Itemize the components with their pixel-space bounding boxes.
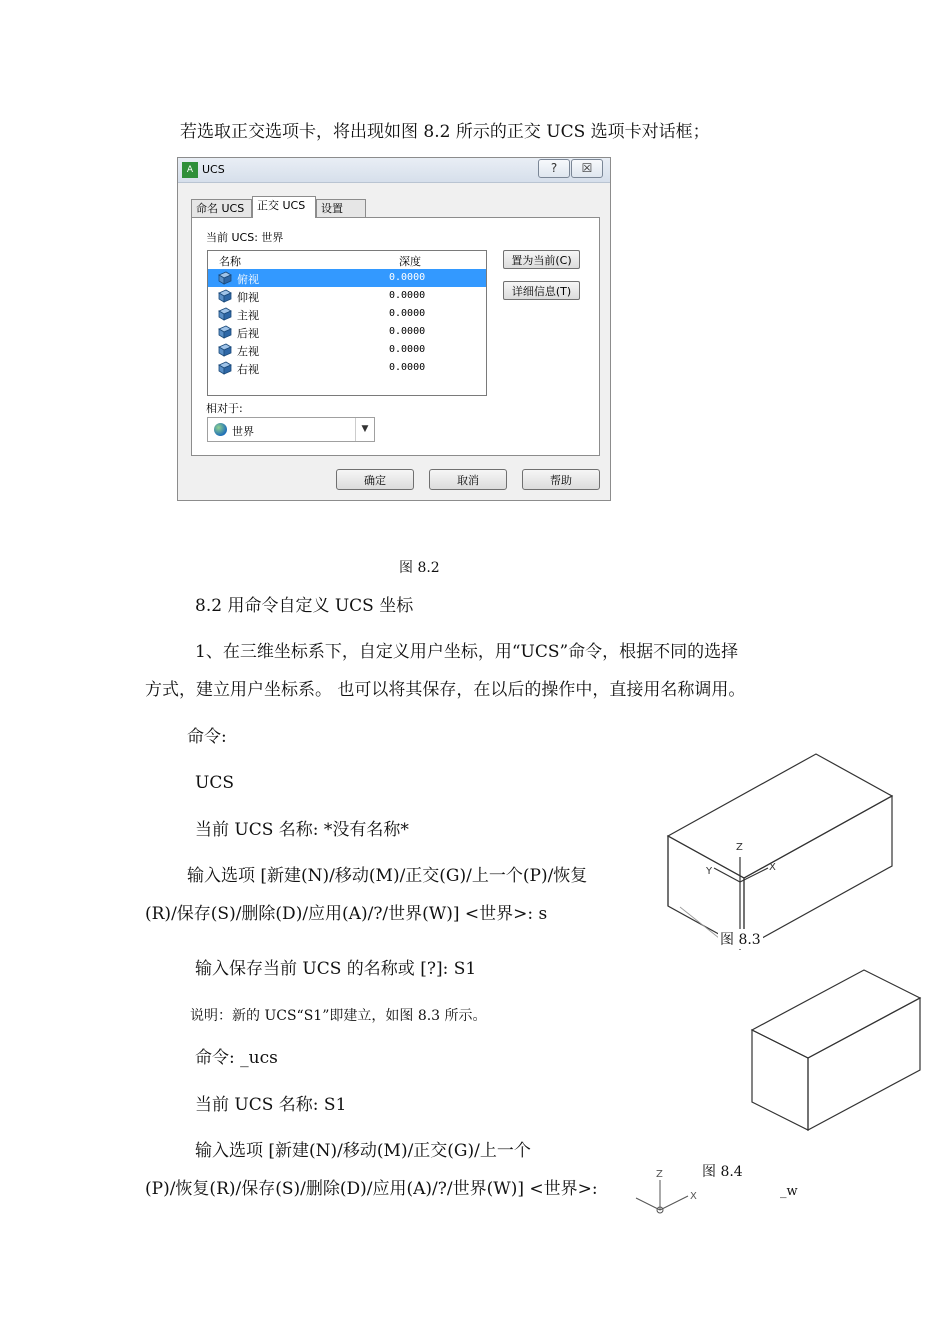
figure-8-3-z-label: Z [736,842,743,853]
column-name[interactable]: 名称 [219,255,241,268]
globe-icon [214,423,227,436]
section-heading: 8.2 用命令自定义 UCS 坐标 [195,596,414,616]
row-name: 左视 [237,345,259,358]
cancel-button[interactable]: 取消 [429,469,507,490]
options-line-2a: 输入选项 [新建(N)/移动(M)/正交(G)/上一个 [195,1141,531,1161]
list-header [208,251,486,268]
ucs-axis-icon [632,1166,697,1216]
current-ucs-name-2: 当前 UCS 名称: S1 [195,1095,347,1115]
dialog-title: UCS [202,163,225,176]
command-ucs-2: 命令: _ucs [195,1048,278,1068]
details-button[interactable]: 详细信息(T) [503,281,580,300]
figure-8-3-caption: 图 8.3 [718,929,763,949]
list-row[interactable] [208,287,486,305]
tab-panel [191,217,600,456]
app-icon: A [182,162,198,178]
row-depth: 0.0000 [389,362,426,373]
view-cube-icon [218,307,232,321]
chevron-down-icon[interactable]: ▼ [355,418,374,441]
row-depth: 0.0000 [389,308,426,319]
view-cube-icon [218,271,232,285]
options-line-1a: 输入选项 [新建(N)/移动(M)/正交(G)/上一个(P)/恢复 [187,866,588,886]
view-cube-icon [218,343,232,357]
list-row[interactable] [208,305,486,323]
figure-8-3-x-label: X [769,862,776,873]
relative-to-value: 世界 [232,425,254,438]
list-row[interactable] [208,341,486,359]
help-title-button[interactable]: ? [538,159,570,178]
column-depth[interactable]: 深度 [399,255,421,268]
current-ucs-name-1: 当前 UCS 名称: *没有名称* [195,820,409,840]
close-button[interactable]: ☒ [571,159,603,178]
ok-button[interactable]: 确定 [336,469,414,490]
list-row[interactable] [208,269,486,287]
set-current-button[interactable]: 置为当前(C) [503,250,580,269]
save-prompt: 输入保存当前 UCS 的名称或 [?]: S1 [195,959,477,979]
figure-8-2-caption: 图 8.2 [399,560,440,576]
dialog-titlebar [178,158,610,183]
para1-line1: 1、在三维坐标系下，自定义用户坐标，用“UCS”命令，根据不同的选择 [195,642,739,662]
relative-to-label: 相对于: [206,402,243,415]
axis-z-label: Z [656,1169,663,1180]
row-name: 主视 [237,309,259,322]
note-text: 说明：新的 UCS“S1”即建立，如图 8.3 所示。 [190,1008,487,1024]
row-depth: 0.0000 [389,344,426,355]
relative-to-dropdown[interactable] [207,417,375,442]
figure-8-3-y-label: Y [706,866,713,877]
options-line-1b: (R)/保存(S)/删除(D)/应用(A)/?/世界(W)] <世界>: s [145,904,548,924]
figure-8-4-drawing [750,966,920,1136]
command-ucs: UCS [195,773,234,793]
trailing-w-text: _w [780,1184,798,1199]
orthographic-list[interactable] [207,250,487,396]
figure-8-4-caption: 图 8.4 [702,1164,743,1180]
axis-x-label: X [690,1191,697,1202]
help-button[interactable]: 帮助 [522,469,600,490]
figure-8-3-drawing [664,752,894,952]
row-name: 右视 [237,363,259,376]
list-row[interactable] [208,323,486,341]
intro-text: 若选取正交选项卡，将出现如图 8.2 所示的正交 UCS 选项卡对话框； [180,122,710,142]
command-label: 命令: [187,727,227,747]
row-name: 仰视 [237,291,259,304]
ucs-dialog [177,157,611,501]
list-row[interactable] [208,359,486,377]
tab-orthographic-ucs[interactable]: 正交 UCS [252,196,316,218]
row-depth: 0.0000 [389,272,426,283]
row-name: 后视 [237,327,259,340]
row-name: 俯视 [237,273,259,286]
para1-line2: 方式，建立用户坐标系。 也可以将其保存，在以后的操作中，直接用名称调用。 [145,680,746,700]
row-depth: 0.0000 [389,290,426,301]
tab-named-ucs[interactable]: 命名 UCS [191,199,252,217]
row-depth: 0.0000 [389,326,426,337]
options-line-2b: (P)/恢复(R)/保存(S)/删除(D)/应用(A)/?/世界(W)] <世界>: [145,1179,598,1199]
view-cube-icon [218,325,232,339]
view-cube-icon [218,361,232,375]
view-cube-icon [218,289,232,303]
current-ucs-label: 当前 UCS: 世界 [206,231,284,244]
tab-settings[interactable]: 设置 [316,199,366,217]
